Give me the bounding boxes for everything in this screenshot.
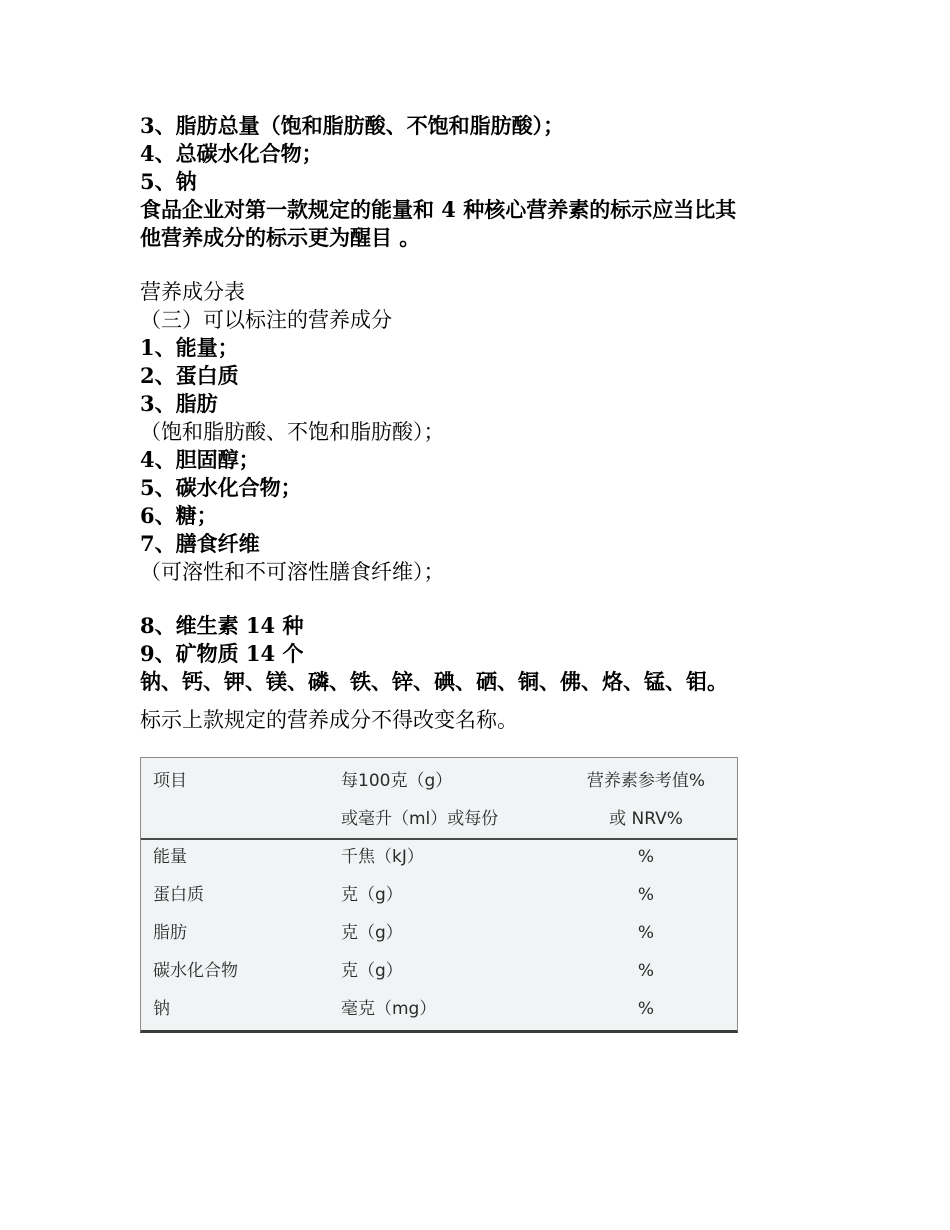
- text-line: 食品企业对第一款规定的能量和 4 种核心营养素的标示应当比其: [140, 197, 737, 222]
- text-line: 1、能量；: [140, 335, 239, 360]
- row-unit: 克（g）: [341, 961, 403, 981]
- row-unit: 毫克（mg）: [341, 999, 437, 1019]
- header-item: 项目: [153, 771, 187, 791]
- row-item: 脂肪: [153, 923, 187, 943]
- text-line: 8、维生素 14 种: [140, 613, 304, 638]
- text-line: 他营养成分的标示更为醒目 。: [140, 225, 421, 250]
- header-nrv: 营养素参考值%: [586, 771, 706, 791]
- table-row: [141, 998, 737, 1036]
- text-line: 6、糖；: [140, 503, 218, 528]
- row-nrv: %: [637, 999, 655, 1019]
- section-heading: 营养成分表: [140, 280, 245, 304]
- table-row: [141, 960, 737, 998]
- text-line: （可溶性和不可溶性膳食纤维）；: [140, 560, 445, 584]
- nutrition-facts-table: [140, 757, 738, 1033]
- text-line: 标示上款规定的营养成分不得改变名称。: [140, 708, 518, 732]
- row-item: 碳水化合物: [153, 961, 238, 981]
- row-item: 能量: [153, 847, 187, 867]
- text-line: 9、矿物质 14 个: [140, 641, 304, 666]
- row-item: 蛋白质: [153, 885, 204, 905]
- text-line: 钠、钙、钾、镁、磷、铁、锌、碘、硒、铜、佛、烙、锰、钼。: [140, 669, 728, 694]
- header-per-100: 每100克（g）: [341, 771, 453, 791]
- text-line: 3、脂肪总量（饱和脂肪酸、不饱和脂肪酸）；: [140, 113, 565, 138]
- row-nrv: %: [637, 961, 655, 981]
- table-header: [141, 758, 737, 840]
- text-line: 4、胆固醇；: [140, 447, 260, 472]
- document-body: [140, 112, 830, 734]
- table-row: [141, 846, 737, 884]
- text-line: 3、脂肪: [140, 391, 218, 416]
- row-unit: 克（g）: [341, 923, 403, 943]
- section-subheading: （三）可以标注的营养成分: [140, 308, 392, 332]
- text-line: （饱和脂肪酸、不饱和脂肪酸）；: [140, 420, 445, 444]
- row-item: 钠: [153, 999, 170, 1019]
- text-line: 5、钠: [140, 169, 197, 194]
- row-unit: 千焦（kJ）: [341, 847, 424, 867]
- header-per-serving: 或毫升（ml）或每份: [341, 809, 499, 829]
- header-nrv-alt: 或 NRV%: [609, 809, 683, 829]
- text-line: 2、蛋白质: [140, 363, 239, 388]
- text-line: 5、碳水化合物；: [140, 475, 302, 500]
- text-line: 7、膳食纤维: [140, 531, 260, 556]
- row-nrv: %: [637, 847, 655, 867]
- table-row: [141, 922, 737, 960]
- text-line: 4、总碳水化合物；: [140, 141, 323, 166]
- table-row: [141, 884, 737, 922]
- row-nrv: %: [637, 885, 655, 905]
- row-nrv: %: [637, 923, 655, 943]
- row-unit: 克（g）: [341, 885, 403, 905]
